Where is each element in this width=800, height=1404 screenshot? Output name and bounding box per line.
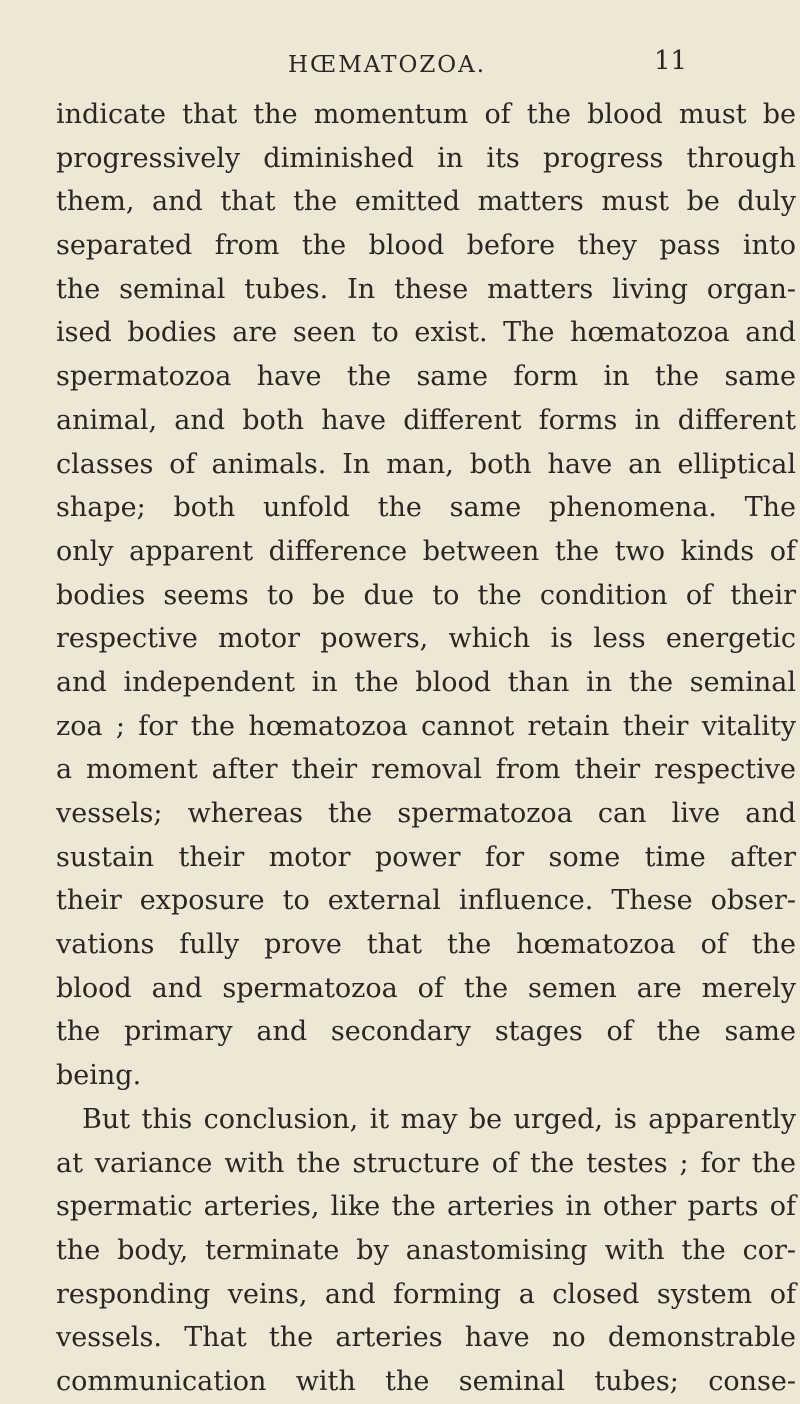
text-line: progressively diminished in its progress through <box>56 142 796 174</box>
text-line: being. <box>56 1060 142 1092</box>
text-line: ised bodies are seen to exist. The hœmatozoa and <box>56 317 796 349</box>
text-line: But this conclusion, it may be urged, is apparently <box>82 1103 796 1135</box>
text-line: blood and spermatozoa of the semen are merely <box>56 972 796 1004</box>
text-line: a moment after their removal from their respective <box>56 754 796 786</box>
running-title: HŒMATOZOA. <box>288 52 487 78</box>
text-line: only apparent difference between the two kinds of <box>56 535 796 567</box>
text-line: vessels; whereas the spermatozoa can live and <box>56 798 796 829</box>
text-line: them, and that the emitted matters must be duly <box>56 186 796 218</box>
text-line: the seminal tubes. In these matters living organ- <box>56 273 796 305</box>
text-line: the primary and secondary stages of the same <box>56 1016 796 1048</box>
text-line: indicate that the momentum of the blood must be <box>56 99 796 130</box>
text-line: vations fully prove that the hœmatozoa of the <box>56 929 796 961</box>
body-text <box>56 93 796 1404</box>
text-line: bodies seems to be due to the condition of their <box>56 579 796 611</box>
running-head <box>0 46 800 86</box>
page-number: 11 <box>654 46 688 76</box>
text-line: spermatic arteries, like the arteries in other parts of <box>56 1191 796 1223</box>
text-line: shape; both unfold the same phenomena. The <box>56 492 796 524</box>
text-line: vessels. That the arteries have no demonstrable <box>56 1322 796 1354</box>
text-line: sustain their motor power for some time after <box>56 841 796 873</box>
paragraph-1 <box>56 93 796 1098</box>
text-line: zoa ; for the hœmatozoa cannot retain their vitality <box>56 710 796 742</box>
text-line: responding veins, and forming a closed system of <box>56 1278 796 1310</box>
text-line: the body, terminate by anastomising with the cor- <box>56 1234 796 1266</box>
text-line: classes of animals. In man, both have an elliptical <box>56 448 796 480</box>
text-line: their exposure to external influence. These obser- <box>56 885 796 917</box>
text-line: animal, and both have different forms in different <box>56 404 796 436</box>
text-line: at variance with the structure of the testes ; for the <box>56 1147 796 1179</box>
paragraph-2 <box>56 1098 796 1404</box>
text-line: and independent in the blood than in the seminal <box>56 666 796 698</box>
text-line: spermatozoa have the same form in the same <box>56 361 796 393</box>
text-line: communication with the seminal tubes; conse- <box>56 1365 796 1397</box>
text-line: respective motor powers, which is less energetic <box>56 623 796 655</box>
text-line: separated from the blood before they pass into <box>56 230 796 262</box>
